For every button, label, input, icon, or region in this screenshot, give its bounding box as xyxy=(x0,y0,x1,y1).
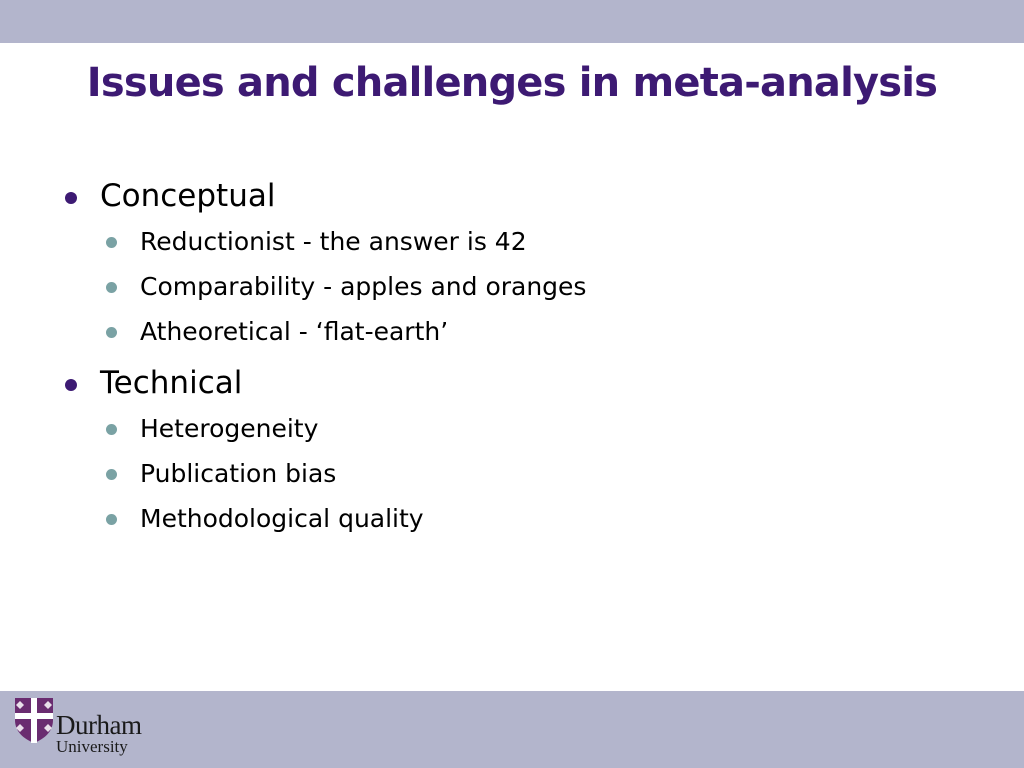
bullet-dot-icon xyxy=(65,379,77,391)
sub-bullet-item xyxy=(60,310,960,355)
bullet-label: Technical xyxy=(100,365,243,401)
sub-bullet-item xyxy=(60,452,960,497)
slide-title: Issues and challenges in meta-analysis xyxy=(86,60,938,106)
bullet-item-technical xyxy=(60,359,960,407)
sub-bullet-item xyxy=(60,407,960,452)
sub-bullet-label: Publication bias xyxy=(140,459,337,488)
durham-university-logo xyxy=(14,696,174,762)
sub-bullet-dot-icon xyxy=(106,424,117,435)
bullet-label: Conceptual xyxy=(100,178,276,214)
sub-bullet-item xyxy=(60,497,960,542)
bullet-dot-icon xyxy=(65,192,77,204)
sub-bullet-item xyxy=(60,220,960,265)
sub-list-conceptual xyxy=(60,220,960,355)
sub-bullet-dot-icon xyxy=(106,237,117,248)
sub-bullet-label: Reductionist - the answer is 42 xyxy=(140,227,527,256)
sub-bullet-item xyxy=(60,265,960,310)
sub-bullet-dot-icon xyxy=(106,469,117,480)
bullet-item-conceptual xyxy=(60,172,960,220)
sub-bullet-label: Heterogeneity xyxy=(140,414,319,443)
sub-bullet-dot-icon xyxy=(106,327,117,338)
sub-bullet-label: Comparability - apples and oranges xyxy=(140,272,587,301)
top-band xyxy=(0,0,1024,43)
sub-bullet-label: Methodological quality xyxy=(140,504,424,533)
sub-bullet-dot-icon xyxy=(106,514,117,525)
sub-bullet-dot-icon xyxy=(106,282,117,293)
logo-subtitle: University xyxy=(56,737,128,756)
durham-crest-icon xyxy=(14,696,54,744)
logo-name: Durham xyxy=(56,710,142,740)
bullet-list xyxy=(60,172,960,546)
sub-bullet-label: Atheoretical - ‘flat-earth’ xyxy=(140,317,449,346)
sub-list-technical xyxy=(60,407,960,542)
